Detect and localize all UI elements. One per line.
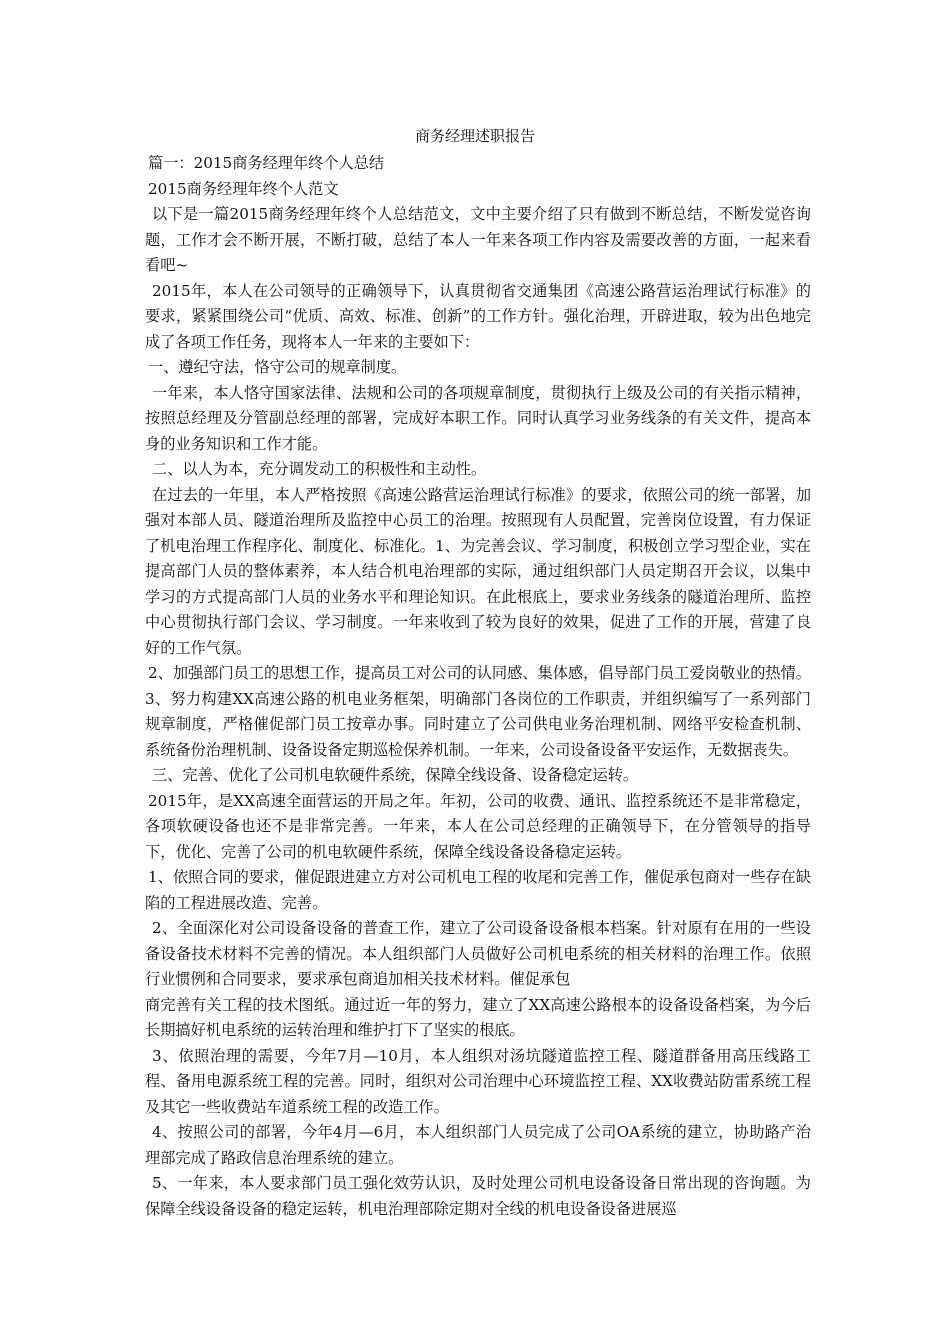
document-body — [145, 151, 811, 1222]
list-item-2-continued: 商完善有关工程的技术图纸。通过近一年的努力，建立了XX高速公路根本的设备设备档案，为今后长期搞好机电系统的运转治理和维护打下了坚实的根底。 — [145, 995, 811, 1039]
paragraph-discipline: 一年来，本人恪守国家法律、法规和公司的各项规章制度，贯彻执行上级及公司的有关指示精神，按照总经理及分管副总经理的部署，完成好本职工作。同时认真学习业务线条的有关文件，提高本身的业务知识和工作才能。 — [145, 383, 811, 453]
heading-people: 二、以人为本，充分调发动工的积极性和主动性。 — [152, 460, 487, 478]
heading-discipline: 一、遵纪守法，恪守公司的规章制度。 — [148, 358, 407, 376]
paragraph-people: 在过去的一年里，本人严格按照《高速公路营运治理试行标准》的要求，依照公司的统一部署，加强对本部人员、隧道治理所及监控中心员工的治理。按照现有人员配置，完善岗位设置，有力保证了机电治理工作程序化、制度化、标准化。1、为完善会议、学习制度，积极创立学习型企业，实在提高部门人员的整体素养，本人结合机电治理部的实际，通过组织部门人员定期召开会议，以集中学习的方式提高部门人员的业务水平和理论知识。在此根底上，要求业务线条的隧道治理所、监控中心贯彻执行部门会议、学习制度。一年来收到了较为良好的效果，促进了工作的开展，营建了良好的工作气氛。 — [145, 485, 811, 657]
paragraph-staff-work: 2、加强部门员工的思想工作，提高员工对公司的认同感、集体感，倡导部门员工爱岗敬业的热情。3、努力构建XX高速公路的机电业务框架，明确部门各岗位的工作职责，并组织编写了一系列部门规章制度，严格催促部门员工按章办事。同时建立了公司供电业务治理机制、网络平安检查机制、系统备份治理机制、设备设备定期巡检保养机制。一年来，公司设备设备平安运作，无数据丧失。 — [145, 664, 811, 759]
list-item-5: 5、一年来，本人要求部门员工强化效劳认识，及时处理公司机电设备设备日常出现的咨询题。为保障全线设备设备的稳定运转，机电治理部除定期对全线的机电设备设备进展巡 — [145, 1174, 811, 1218]
paragraph-overview: 2015年，本人在公司领导的正确领导下，认真贯彻省交通集团《高速公路营运治理试行标准》的要求，紧紧围绕公司“优质、高效、标准、创新”的工作方针。强化治理，开辟进取，较为出色地完成了各项工作任务，现将本人一年来的主要如下： — [145, 281, 811, 351]
list-item-4: 4、按照公司的部署，今年4月—6月，本人组织部门人员完成了公司OA系统的建立，协助路产治理部完成了路政信息治理系统的建立。 — [145, 1123, 811, 1167]
paragraph-intro: 以下是一篇2015商务经理年终个人总结范文，文中主要介绍了只有做到不断总结，不断发觉咨询题，工作才会不断开展，不断打破，总结了本人一年来各项工作内容及需要改善的方面，一起来看看吧~ — [145, 205, 811, 274]
heading-systems: 三、完善、优化了公司机电软硬件系统，保障全线设备、设备稳定运转。 — [152, 766, 638, 784]
list-item-1: 1、依照合同的要求，催促跟进建立方对公司机电工程的收尾和完善工作，催促承包商对一些存在缺陷的工程进展改造、完善。 — [145, 868, 811, 912]
list-item-2: 2、全面深化对公司设备设备的普查工作，建立了公司设备设备根本档案。针对原有在用的一些设备设备技术材料不完善的情况。本人组织部门人员做好公司机电系统的相关材料的治理工作。依照行业惯例和合同要求，要求承包商追加相关技术材料。催促承包 — [145, 919, 811, 988]
paragraph-systems: 2015年，是XX高速全面营运的开局之年。年初，公司的收费、通讯、监控系统还不是非常稳定，各项软硬设备也还不是非常完善。一年来，本人在公司总经理的正确领导下，在分管领导的指导下，优化、完善了公司的机电软硬件系统，保障全线设备设备稳定运转。 — [145, 791, 811, 861]
section-heading-part-one: 篇一：2015商务经理年终个人总结 — [148, 154, 385, 172]
document-title: 商务经理述职报告 — [414, 127, 535, 145]
list-item-3: 3、依照治理的需要，今年7月—10月，本人组织对汤坑隧道监控工程、隧道群备用高压线路工程、备用电源系统工程的完善。同时，组织对公司治理中心环境监控工程、XX收费站防雷系统工程及其它一些收费站车道系统工程的改造工作。 — [145, 1046, 811, 1116]
section-subheading: 2015商务经理年终个人范文 — [148, 179, 339, 198]
